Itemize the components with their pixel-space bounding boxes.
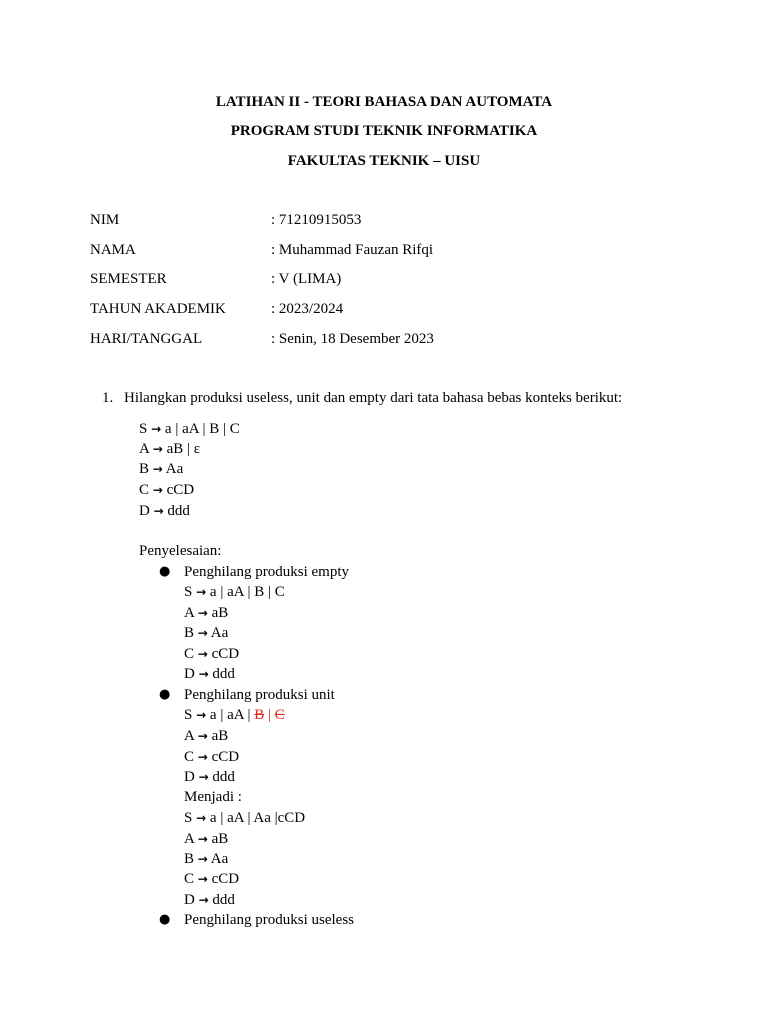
rule-lhs: B xyxy=(184,851,195,867)
bullet-icon: ● xyxy=(159,912,171,927)
rule-rhs: a | aA | xyxy=(209,707,255,723)
arrow-right-icon: → xyxy=(152,462,163,476)
rule-rhs: a | aA | Aa |cCD xyxy=(209,810,306,826)
solution-label: Penyelesaian: xyxy=(139,543,222,559)
rule-lhs: A xyxy=(184,831,195,847)
rule-rhs: Aa xyxy=(210,851,229,867)
arrow-right-icon: → xyxy=(197,872,208,886)
rule-rhs: cCD xyxy=(211,646,240,662)
rule-rhs: cCD xyxy=(211,749,240,765)
rule-lhs: S xyxy=(184,584,193,600)
arrow-right-icon: → xyxy=(198,893,209,907)
grammar-rule xyxy=(139,501,190,521)
rule-lhs: D xyxy=(184,666,195,682)
rule-rhs: a | aA | B | C xyxy=(209,584,285,600)
rule-rhs: aB xyxy=(211,605,229,621)
arrow-right-icon: → xyxy=(197,852,208,866)
rule-lhs: A xyxy=(184,728,195,744)
grammar-rule xyxy=(184,829,228,849)
arrow-right-icon: → xyxy=(196,811,207,825)
rule-lhs: D xyxy=(184,769,195,785)
info-row-tahun-akademik xyxy=(90,299,690,319)
rule-rhs: ddd xyxy=(212,769,235,785)
rule-rhs: aB | ɛ xyxy=(166,441,201,457)
arrow-right-icon: → xyxy=(197,606,208,620)
arrow-right-icon: → xyxy=(197,647,208,661)
step-title-unit: Penghilang produksi unit xyxy=(184,687,335,703)
rule-rhs: aB xyxy=(211,728,229,744)
step-title-useless: Penghilang produksi useless xyxy=(184,912,354,928)
arrow-right-icon: → xyxy=(196,585,207,599)
arrow-right-icon: → xyxy=(153,504,164,518)
rule-lhs: C xyxy=(184,871,195,887)
doc-title-line-2: PROGRAM STUDI TEKNIK INFORMATIKA xyxy=(230,123,538,139)
rule-lhs: C xyxy=(184,646,195,662)
info-value: : 2023/2024 xyxy=(271,301,344,317)
rule-lhs: D xyxy=(184,892,195,908)
info-label: NAMA xyxy=(90,242,136,258)
rule-rhs: ddd xyxy=(167,503,190,519)
doc-title-line-1: LATIHAN II - TEORI BAHASA DAN AUTOMATA xyxy=(215,94,553,110)
rule-lhs: C xyxy=(139,482,150,498)
arrow-right-icon: → xyxy=(197,832,208,846)
rule-lhs: S xyxy=(184,707,193,723)
grammar-rule xyxy=(184,644,239,664)
arrow-right-icon: → xyxy=(152,442,163,456)
rule-lhs: B xyxy=(139,461,150,477)
arrow-right-icon: → xyxy=(197,729,208,743)
arrow-right-icon: → xyxy=(196,708,207,722)
rule-lhs: D xyxy=(139,503,150,519)
info-value: : 71210915053 xyxy=(271,212,362,228)
grammar-rule xyxy=(184,664,235,684)
rule-rhs: ddd xyxy=(212,892,235,908)
rule-lhs: A xyxy=(139,441,150,457)
info-row-nama xyxy=(90,240,690,260)
rule-rhs: ddd xyxy=(212,666,235,682)
info-label: NIM xyxy=(90,212,120,228)
info-value: : Muhammad Fauzan Rifqi xyxy=(271,242,434,258)
info-row-semester xyxy=(90,269,690,289)
info-label: SEMESTER xyxy=(90,271,167,287)
rule-rhs: aB xyxy=(211,831,229,847)
arrow-right-icon: → xyxy=(197,750,208,764)
bullet-icon: ● xyxy=(159,564,171,579)
info-row-nim xyxy=(90,210,690,230)
grammar-rule xyxy=(184,869,239,889)
arrow-right-icon: → xyxy=(198,667,209,681)
rule-lhs: A xyxy=(184,605,195,621)
grammar-rule xyxy=(139,459,183,479)
grammar-rule xyxy=(184,767,235,787)
rule-lhs: B xyxy=(184,625,195,641)
question-text: Hilangkan produksi useless, unit dan empty dari tata bahasa bebas konteks berikut: xyxy=(124,390,623,406)
step-title-empty: Penghilang produksi empty xyxy=(184,564,349,580)
struck-symbol-b: B xyxy=(254,707,265,723)
arrow-right-icon: → xyxy=(197,626,208,640)
arrow-right-icon: → xyxy=(198,770,209,784)
grammar-rule xyxy=(184,623,228,643)
question-number: 1. xyxy=(102,390,114,406)
rule-rhs: a | aA | B | C xyxy=(164,421,240,437)
grammar-rule xyxy=(184,705,285,725)
grammar-rule xyxy=(184,726,228,746)
grammar-rule xyxy=(184,808,305,828)
rule-lhs: C xyxy=(184,749,195,765)
struck-separator: | xyxy=(264,707,275,723)
info-row-hari-tanggal xyxy=(90,329,690,349)
grammar-rule xyxy=(184,582,285,602)
struck-symbol-c: C xyxy=(274,707,285,723)
rule-rhs: cCD xyxy=(211,871,240,887)
bullet-icon: ● xyxy=(159,687,171,702)
grammar-rule xyxy=(139,419,240,439)
arrow-right-icon: → xyxy=(151,422,162,436)
grammar-rule xyxy=(139,480,194,500)
info-label: HARI/TANGGAL xyxy=(90,331,203,347)
rule-lhs: S xyxy=(139,421,148,437)
grammar-rule xyxy=(184,747,239,767)
doc-title-line-3: FAKULTAS TEKNIK – UISU xyxy=(287,153,481,169)
rule-lhs: S xyxy=(184,810,193,826)
grammar-rule xyxy=(184,890,235,910)
info-value: : Senin, 18 Desember 2023 xyxy=(271,331,434,347)
rule-rhs: Aa xyxy=(165,461,184,477)
info-value: : V (LIMA) xyxy=(271,271,342,287)
info-label: TAHUN AKADEMIK xyxy=(90,301,226,317)
rule-rhs: cCD xyxy=(166,482,195,498)
menjadi-label: Menjadi : xyxy=(184,789,242,805)
grammar-rule xyxy=(184,603,228,623)
grammar-rule xyxy=(139,439,200,459)
rule-rhs: Aa xyxy=(210,625,229,641)
grammar-rule xyxy=(184,849,228,869)
arrow-right-icon: → xyxy=(152,483,163,497)
